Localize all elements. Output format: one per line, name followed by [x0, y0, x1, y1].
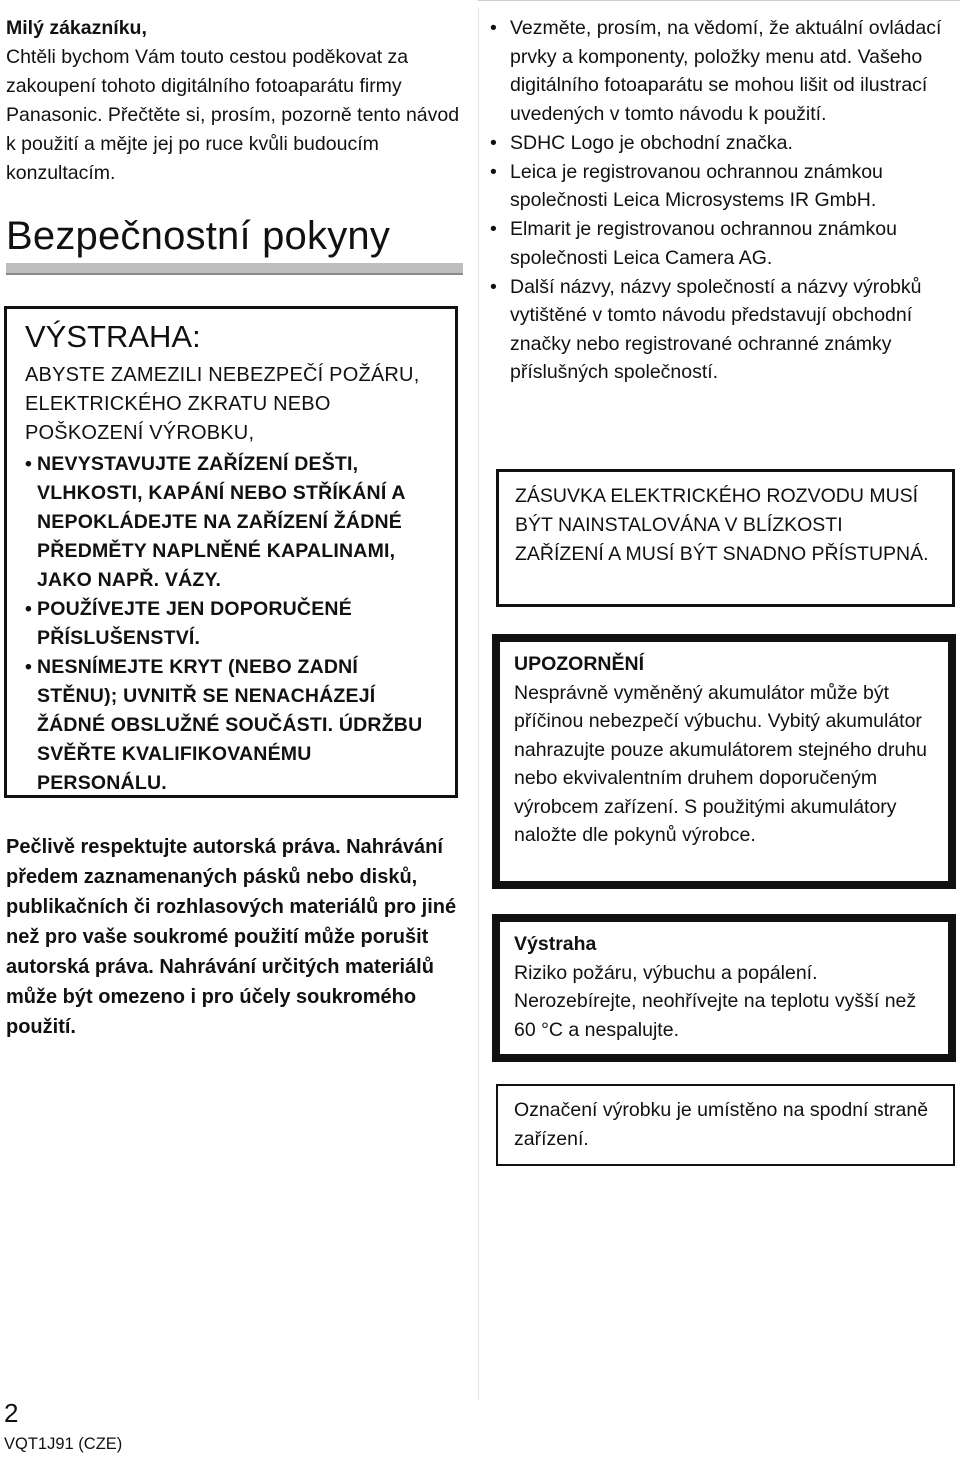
fire-warning-body: Riziko požáru, výbuchu a popálení. Nerozebírejte, neohřívejte na teplotu vyšší než 60 °C a nespalujte.	[514, 961, 917, 1041]
greeting-title: Milý zákazníku,	[6, 17, 147, 39]
warning-list	[25, 450, 443, 798]
caution-box	[492, 634, 956, 889]
label-notice-text: Označení výrobku je umístěno na spodní straně zařízení.	[514, 1099, 929, 1150]
fire-warning-box	[492, 914, 956, 1062]
section-heading: Bezpečnostní pokyny	[6, 214, 391, 258]
caution-body: Nesprávně vyměněný akumulátor může být příčinou nebezpečí výbuchu. Vybitý akumulátor nahrazujte pouze akumulátorem stejného druhu nebo ekvivalentním druhem doporučeným výrobcem zařízení. S použitými akumulátory naložte dle pokynů výrobce.	[514, 681, 928, 846]
note-item: • Elmarit je registrovanou ochrannou známkou společnosti Leica Camera AG.	[490, 215, 950, 272]
note-item: • Vezměte, prosím, na vědomí, že aktuální ovládací prvky a komponenty, položky menu atd. Vašeho digitálního fotoaparátu se mohou lišit od ilustrací uvedených v tomto návodu k použití.	[490, 14, 950, 128]
warning-title: VÝSTRAHA:	[25, 319, 201, 354]
warning-intro: ABYSTE ZAMEZILI NEBEZPEČÍ POŽÁRU, ELEKTRICKÉHO ZKRATU NEBO POŠKOZENÍ VÝROBKU,	[25, 364, 420, 444]
warning-box	[4, 306, 458, 798]
greeting	[6, 14, 468, 188]
note-item: • Leica je registrovanou ochrannou známkou společnosti Leica Microsystems IR GmbH.	[490, 158, 950, 215]
label-notice-box	[496, 1084, 955, 1166]
top-rule	[478, 0, 960, 1]
column-divider	[478, 8, 479, 1400]
document-code: VQT1J91 (CZE)	[4, 1435, 123, 1453]
socket-notice-box	[496, 469, 955, 607]
warning-item: • POUŽÍVEJTE JEN DOPORUČENÉ PŘÍSLUŠENSTVÍ.	[25, 595, 443, 653]
note-item: • SDHC Logo je obchodní značka.	[490, 129, 950, 158]
heading-rule	[6, 263, 463, 273]
warning-item: • NESNÍMEJTE KRYT (NEBO ZADNÍ STĚNU); UVNITŘ SE NENACHÁZEJÍ ŽÁDNÉ OBSLUŽNÉ SOUČÁSTI. ÚDRŽBU SVĚŘTE KVALIFIKOVANÉMU PERSONÁLU.	[25, 653, 443, 798]
greeting-body: Chtěli bychom Vám touto cestou poděkovat za zakoupení tohoto digitálního fotoaparátu firmy Panasonic. Přečtěte si, prosím, pozorně tento návod k použití a mějte jej po ruce kvůli budoucím konzultacím.	[6, 46, 460, 184]
socket-notice-text: ZÁSUVKA ELEKTRICKÉHO ROZVODU MUSÍ BÝT NAINSTALOVÁNA V BLÍZKOSTI ZAŘÍZENÍ A MUSÍ BÝT SNADNO PŘÍSTUPNÁ.	[515, 485, 929, 565]
fire-warning-title: Výstraha	[514, 933, 597, 955]
warning-item: • NEVYSTAVUJTE ZAŘÍZENÍ DEŠTI, VLHKOSTI, KAPÁNÍ NEBO STŘÍKÁNÍ A NEPOKLÁDEJTE NA ZAŘÍZENÍ ŽÁDNÉ PŘEDMĚTY NAPLNĚNÉ KAPALINAMI, JAKO NAPŘ. VÁZY.	[25, 450, 443, 595]
heading-rule-shadow	[6, 273, 463, 275]
notes-list	[490, 14, 950, 387]
note-item: • Další názvy, názvy společností a názvy výrobků vytištěné v tomto návodu představují obchodní značky nebo registrované ochranné známky příslušných společností.	[490, 273, 950, 387]
page-number: 2	[4, 1398, 19, 1428]
copyright-notice: Pečlivě respektujte autorská práva. Nahrávání předem zaznamenaných pásků nebo disků, publikačních či rozhlasových materiálů pro jiné než pro vaše soukromé použití může porušit autorská práva. Nahrávání určitých materiálů může být omezeno i pro účely soukromého použití.	[6, 836, 457, 1038]
caution-title: UPOZORNĚNÍ	[514, 653, 645, 675]
